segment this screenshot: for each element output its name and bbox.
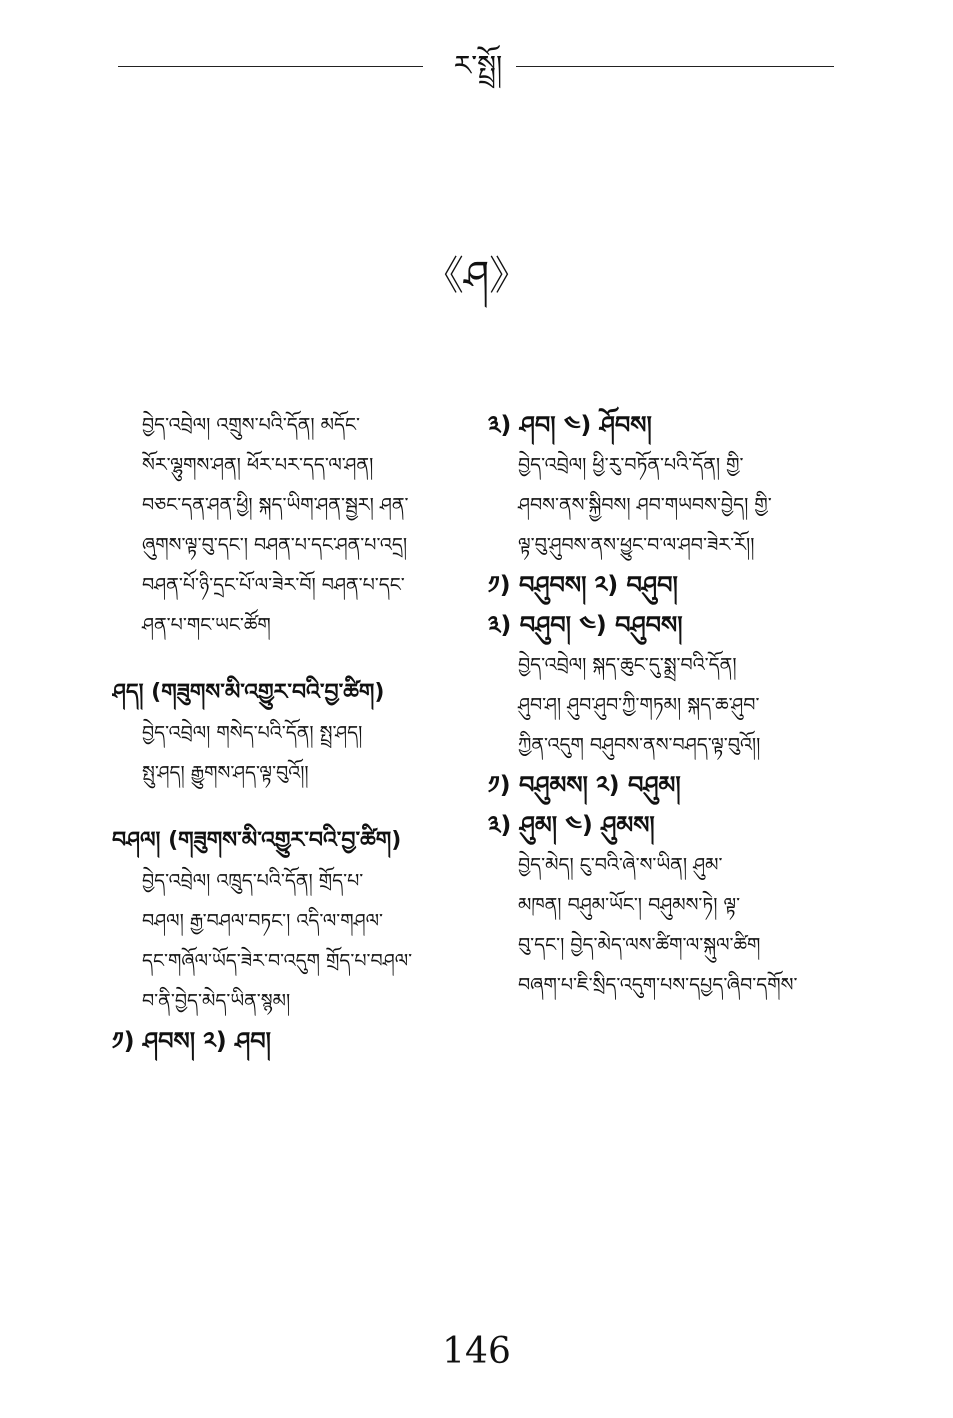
text-line: ཤུབ་ཤ། ཤུབ་ཤུབ་ཀྱི་གཏམ། སྐད་ཆ་ཤུབ་ [518,694,760,716]
text-line: བྱེད་མེད། ངུ་བའི་ཞེ་ས་ཡིན། ཤུམ་ [518,854,723,876]
tense-forms: ༡) ཤབས། ༢) ཤབ། [112,1027,272,1055]
tense-forms: ༡) བཤུམས། ༢) བཤུམ། [488,771,681,799]
tense-forms: ༣) བཤུབ། ༤) བཤུབས། [488,611,683,639]
text-line: ཤན་པ་གང་ཡང་ཚོག [142,614,271,636]
text-line: ལྟ་བུ་ཤུབས་ནས་ཕྱུང་བ་ལ་ཤབ་ཟེར་རོ།། [518,534,755,556]
text-line: བཤལ། རྒྱ་བཤལ་བཏང་། འདི་ལ་གཤལ་ [142,910,384,932]
text-line: བྱེད་འབྲེལ། ཕྱི་རུ་བཏོན་པའི་དོན། གྱི་ [518,454,744,476]
spacer [112,645,472,673]
text-line: བ་ནི་བྱེད་མེད་ཡིན་སྙམ། [142,990,291,1012]
running-header [118,44,834,88]
text-line: སོར་ལྷུགས་ཤན། ཕོར་པར་དད་ལ་ཤན། [142,454,374,476]
text-line: བྱེད་འབྲེལ། གསེད་པའི་དོན། སྤྲ་ཤད། [142,722,363,744]
text-line: བྱེད་འབྲེལ། འཁྲུད་པའི་དོན། གྲོད་པ་ [142,870,364,892]
tense-forms: ༣) ཤབ། ༤) ཤོབས། [488,411,652,439]
text-line: ཞུགས་ལྟ་བུ་དང་། བཤན་པ་དང་ཤན་པ་འདྲ། [142,534,408,556]
text-line: བུ་དང་། བྱེད་མེད་ལས་ཚིག་ལ་སྐུལ་ཚིག [518,934,761,956]
section-letter: 《ཤ》 [423,253,530,299]
text-line: བྱེད་འབྲེལ། སྐད་ཆུང་དུ་སྨྲ་བའི་དོན། [518,654,737,676]
entry-headword: ཤད། (གཟུགས་མི་འགྱུར་བའི་བྱ་ཚིག) [112,680,385,705]
text-line: ཀྱིན་འདུག བཤུབས་ནས་བཤད་ལྟ་བུའོ།། [518,734,761,756]
left-column [112,405,472,1061]
text-line: བཤན་པོ་ཉི་དྲང་པོ་ལ་ཟེར་བོ། བཤན་པ་དང་ [142,574,405,596]
running-title: ར་སྤྲོ། [453,49,503,82]
text-line: བཞག་པ་ཇི་སྲིད་འདུག་པས་དཔྱད་ཞིབ་དགོས་ [518,974,798,996]
header-rule-left [118,66,423,67]
page-number: 146 [442,1331,511,1372]
text-line: བཅང་དན་ཤན་ཕྱི། སྐད་ཡིག་ཤན་སྦྱར། ཤན་ [142,494,409,516]
right-column [488,405,840,1005]
header-rule-right [516,66,834,67]
text-line: སྤུ་ཤད། རྒྱུགས་ཤད་ལྟ་བུའོ།། [142,762,309,784]
text-line: མཁན། བཤུམ་ཡོང་། བཤུམས་ཏེ། ལྟ་ [518,894,741,916]
entry-headword: བཤལ། (གཟུགས་མི་འགྱུར་བའི་བྱ་ཚིག) [112,828,402,853]
text-line: ཤབས་ནས་སྐྱིབས། ཤབ་གཡབས་བྱེད། གྱི་ [518,494,772,516]
tense-forms: ༡) བཤུབས། ༢) བཤུབ། [488,571,678,599]
spacer [112,793,472,821]
text-line: དང་གཞོལ་ཡོད་ཟེར་བ་འདུག གྲོད་པ་བཤལ་ [142,950,413,972]
tense-forms: ༣) ཤུམ། ༤) ཤུམས། [488,811,655,839]
text-line: བྱེད་འབྲེལ། འགྲུས་པའི་དོན། མདོང་ [142,414,360,436]
